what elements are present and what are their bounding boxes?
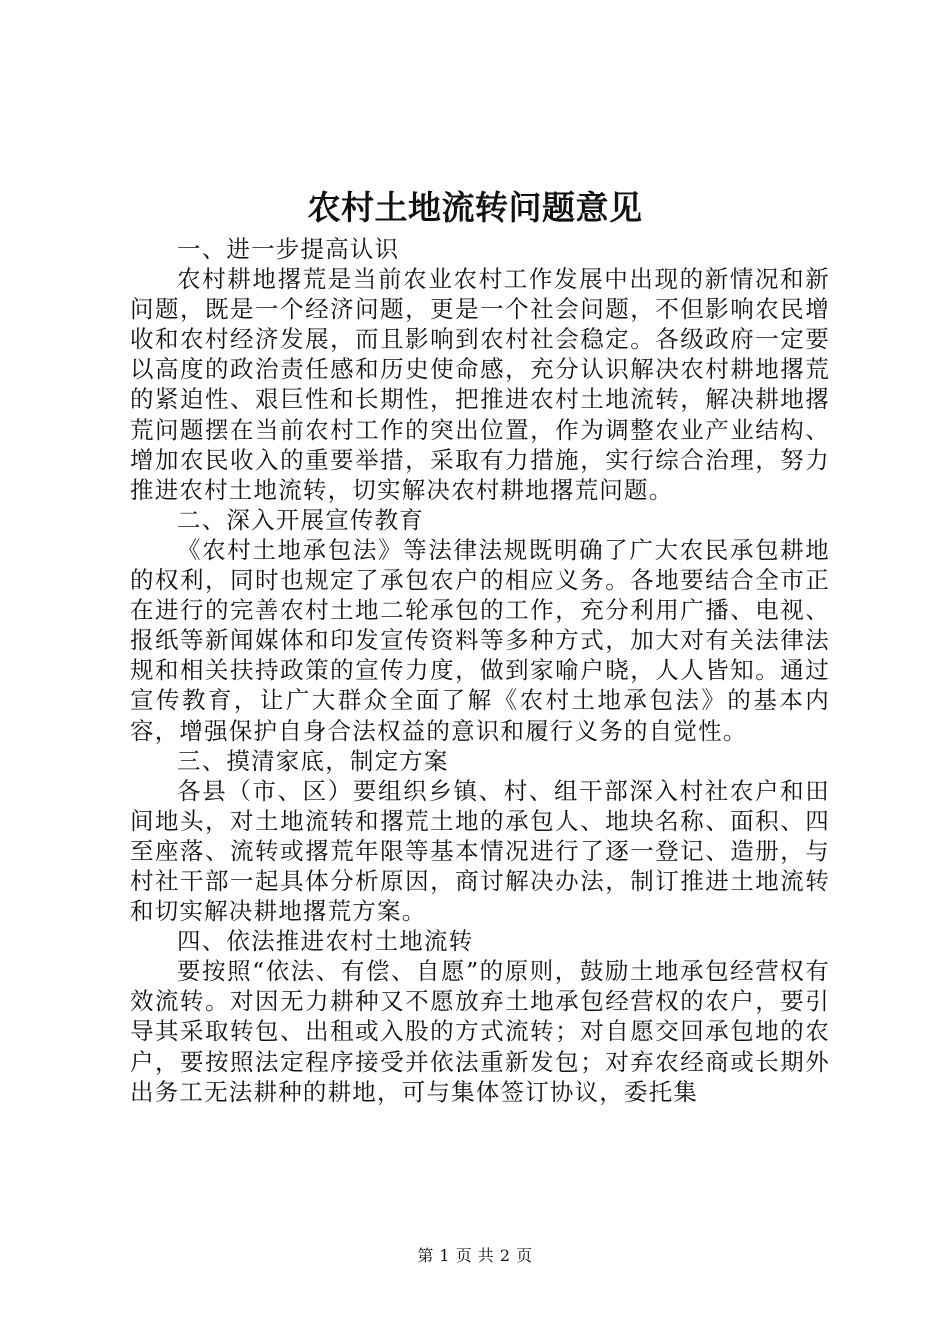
section-heading-3: 三、摸清家底，制定方案: [177, 746, 449, 775]
section-paragraph-1: 农村耕地撂荒是当前农业农村工作发展中出现的新情况和新问题，既是一个经济问题，更是一个社会问题，不但影响农民增收和农村经济发展，而且影响到农村社会稳定。各级政府一定要以高度的政治责任感和历史使命感，充分认识解决农村耕地撂荒的紧迫性、艰巨性和长期性，把推进农村土地流转，解决耕地撂荒问题摆在当前农村工作的突出位置，作为调整农业产业结构、增加农民收入的重要举措，采取有力措施，实行综合治理，努力推进农村土地流转，切实解决农村耕地撂荒问题。: [130, 265, 830, 504]
section-paragraph-4: 要按照“依法、有偿、自愿”的原则，鼓励土地承包经营权有效流转。对因无力耕种又不愿放弃土地承包经营权的农户，要引导其采取转包、出租或入股的方式流转；对自愿交回承包地的农户，要按照法定程序接受并依法重新发包；对弃农经商或长期外出务工无法耕种的耕地，可与集体签订协议，委托集: [130, 957, 830, 1106]
section-paragraph-2: 《农村土地承包法》等法律法规既明确了广大农民承包耕地的权利，同时也规定了承包农户的相应义务。各地要结合全市正在进行的完善农村土地二轮承包的工作，充分利用广播、电视、报纸等新闻媒体和印发宣传资料等多种方式，加大对有关法律法规和相关扶持政策的宣传力度，做到家喻户晓，人人皆知。通过宣传教育，让广大群众全面了解《农村土地承包法》的基本内容，增强保护自身合法权益的意识和履行义务的自觉性。: [130, 535, 830, 745]
document-body: [130, 234, 830, 1107]
document-title: 农村土地流转问题意见: [307, 188, 643, 227]
section-heading-1: 一、进一步提高认识: [177, 235, 400, 263]
section-paragraph-3: 各县（市、区）要组织乡镇、村、组干部深入村社农户和田间地头，对土地流转和撂荒土地的承包人、地块名称、面积、四至座落、流转或撂荒年限等基本情况进行了逐一登记、造册，与村社干部一起具体分析原因，商讨解决办法，制订推进土地流转和切实解决耕地撂荒方案。: [130, 776, 830, 926]
page-footer: 第 1 页 共 2 页: [417, 1246, 533, 1265]
section-heading-2: 二、深入开展宣传教育: [177, 505, 424, 534]
section-heading-4: 四、依法推进农村土地流转: [177, 927, 474, 956]
